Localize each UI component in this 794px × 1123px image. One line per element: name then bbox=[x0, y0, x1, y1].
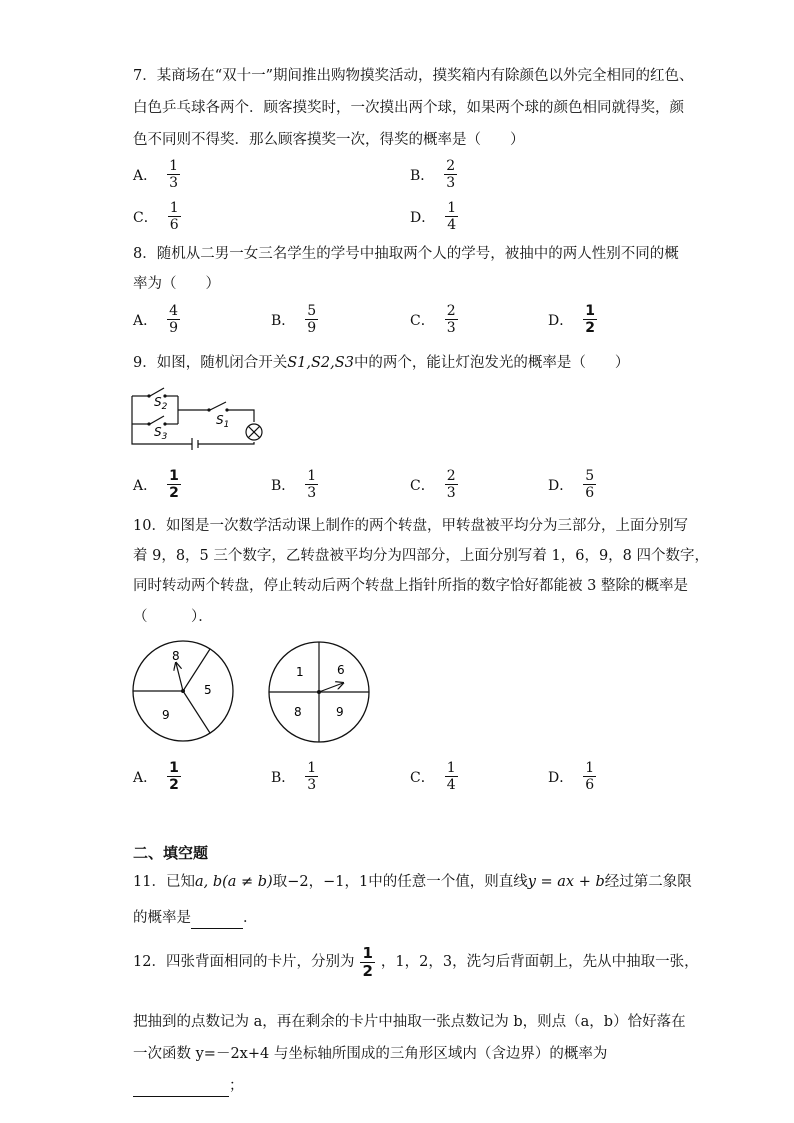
answer-blank[interactable] bbox=[133, 1076, 229, 1097]
q7-option-a[interactable]: A． $\frac{1}{3}$ bbox=[133, 158, 179, 191]
q12-line-3: 一次函数 y=－2x+4 与坐标轴所围成的三角形区域内（含边界）的概率为 bbox=[133, 1046, 608, 1062]
spinner-a-number: 5 bbox=[204, 683, 212, 697]
q7-line-1: 7．某商场在“双十一”期间推出购物摸奖活动，摸奖箱内有除颜色以外完全相同的红色、 bbox=[133, 68, 694, 84]
fraction: $\frac{1}{6}$ bbox=[585, 760, 595, 793]
q10-line-1: 10．如图是一次数学活动课上制作的两个转盘，甲转盘被平均分为三部分，上面分别写 bbox=[133, 518, 688, 534]
fraction: $\frac{2}{3}$ bbox=[446, 468, 456, 501]
fraction: $\frac{1}{3}$ bbox=[307, 760, 317, 793]
q11-line-2: 的概率是 ． bbox=[133, 908, 258, 929]
q10-option-b[interactable]: B． $\frac{1}{3}$ bbox=[271, 760, 317, 793]
label-s3: $S_3$ bbox=[154, 425, 168, 442]
label-s1: $S_1$ bbox=[216, 413, 230, 430]
switch-contact bbox=[163, 422, 166, 425]
q12-line-4: ； bbox=[133, 1076, 244, 1097]
answer-blank[interactable] bbox=[191, 908, 243, 929]
spinner-b-number: 1 bbox=[296, 665, 304, 679]
fraction: $\frac{1}{2}$ bbox=[585, 303, 595, 336]
label-s2: $S_2$ bbox=[154, 395, 168, 412]
spinner-b-number: 6 bbox=[337, 663, 345, 677]
switch-contact bbox=[147, 394, 150, 397]
spinner-a-number: 9 bbox=[162, 708, 170, 722]
q8-option-b[interactable]: B． $\frac{5}{9}$ bbox=[271, 303, 317, 336]
switch-contact bbox=[163, 394, 166, 397]
q12-line-2: 把抽到的点数记为 a，再在剩余的卡片中抽取一张点数记为 b，则点（a，b）恰好落在 bbox=[133, 1014, 686, 1030]
fraction: $\frac{1}{4}$ bbox=[447, 200, 457, 233]
pointer-arrow bbox=[176, 663, 183, 691]
fraction: $\frac{1}{2}$ bbox=[362, 943, 373, 980]
fraction: $\frac{1}{2}$ bbox=[169, 760, 179, 793]
q8-option-c[interactable]: C． $\frac{2}{3}$ bbox=[410, 303, 456, 336]
q9-stem: 9．如图，随机闭合开关S1,S2,S3中的两个，能让灯泡发光的概率是（ ） bbox=[133, 355, 630, 371]
circuit-diagram bbox=[128, 384, 268, 470]
line-equation: y = ax + b bbox=[527, 874, 605, 890]
q7-option-b[interactable]: B． $\frac{2}{3}$ bbox=[410, 158, 456, 191]
switch-contact bbox=[207, 408, 210, 411]
q8-line-1: 8．随机从二男一女三名学生的学号中抽取两个人的学号，被抽中的两人性别不同的概 bbox=[133, 246, 679, 262]
switch-contact bbox=[147, 422, 150, 425]
q8-option-a[interactable]: A． $\frac{4}{9}$ bbox=[133, 303, 179, 336]
switch-list: S1,S2,S3 bbox=[287, 355, 354, 371]
q10-option-c[interactable]: C． $\frac{1}{4}$ bbox=[410, 760, 456, 793]
q10-line-2: 着 9，8，5 三个数字，乙转盘被平均分为四部分，上面分别写着 1，6，9，8 四个数字， bbox=[133, 548, 710, 564]
pointer-arrow bbox=[319, 683, 343, 692]
q7-line-3: 色不同则不得奖．那么顾客摸奖一次，得奖的概率是（ ） bbox=[133, 132, 525, 148]
q8-line-2: 率为（ ） bbox=[133, 276, 220, 292]
q11-line-1: 11．已知a, b(a ≠ b)取−2，−1，1中的任意一个值，则直线y = ax + b经过第二象限 bbox=[133, 874, 692, 890]
q7-line-2: 白色乒乓球各两个．顾客摸奖时，一次摸出两个球，如果两个球的颜色相同就得奖，颜 bbox=[133, 100, 684, 116]
fraction: $\frac{1}{4}$ bbox=[446, 760, 456, 793]
fraction: $\frac{2}{3}$ bbox=[446, 158, 456, 191]
fraction: $\frac{5}{6}$ bbox=[585, 468, 595, 501]
spinner-a bbox=[133, 641, 233, 741]
fraction: $\frac{1}{2}$ bbox=[169, 468, 179, 501]
q9-option-c[interactable]: C． $\frac{2}{3}$ bbox=[410, 468, 456, 501]
spinner-b bbox=[269, 642, 369, 742]
q10-option-a[interactable]: A． $\frac{1}{2}$ bbox=[133, 760, 179, 793]
spinner-b-number: 9 bbox=[336, 705, 344, 719]
spinner-b-number: 8 bbox=[294, 705, 302, 719]
q10-line-4: （ ）． bbox=[133, 609, 213, 625]
q12-line-1: 12．四张背面相同的卡片，分别为 $\frac{1}{2}$ ，1，2，3，洗匀后背面朝上，先从中抽取一张， bbox=[133, 943, 699, 980]
fraction: $\frac{5}{9}$ bbox=[307, 303, 317, 336]
fraction: $\frac{2}{3}$ bbox=[446, 303, 456, 336]
spinner-a-number: 8 bbox=[172, 649, 180, 663]
q10-line-3: 同时转动两个转盘，停止转动后两个转盘上指针所指的数字恰好都能被 3 整除的概率是 bbox=[133, 578, 688, 594]
fraction: $\frac{1}{3}$ bbox=[307, 468, 317, 501]
q7-option-c[interactable]: C． $\frac{1}{6}$ bbox=[133, 200, 179, 233]
spinners-figure bbox=[128, 638, 378, 750]
q10-option-d[interactable]: D． $\frac{1}{6}$ bbox=[548, 760, 595, 793]
section-heading: 二、填空题 bbox=[133, 844, 209, 862]
q9-option-d[interactable]: D． $\frac{5}{6}$ bbox=[548, 468, 595, 501]
fraction: $\frac{1}{6}$ bbox=[169, 200, 179, 233]
q9-option-b[interactable]: B． $\frac{1}{3}$ bbox=[271, 468, 317, 501]
switch-contact bbox=[225, 408, 228, 411]
fraction: $\frac{4}{9}$ bbox=[169, 303, 179, 336]
q9-option-a[interactable]: A． $\frac{1}{2}$ bbox=[133, 468, 179, 501]
q7-option-d[interactable]: D． $\frac{1}{4}$ bbox=[410, 200, 457, 233]
q8-option-d[interactable]: D． $\frac{1}{2}$ bbox=[548, 303, 595, 336]
fraction: $\frac{1}{3}$ bbox=[169, 158, 179, 191]
